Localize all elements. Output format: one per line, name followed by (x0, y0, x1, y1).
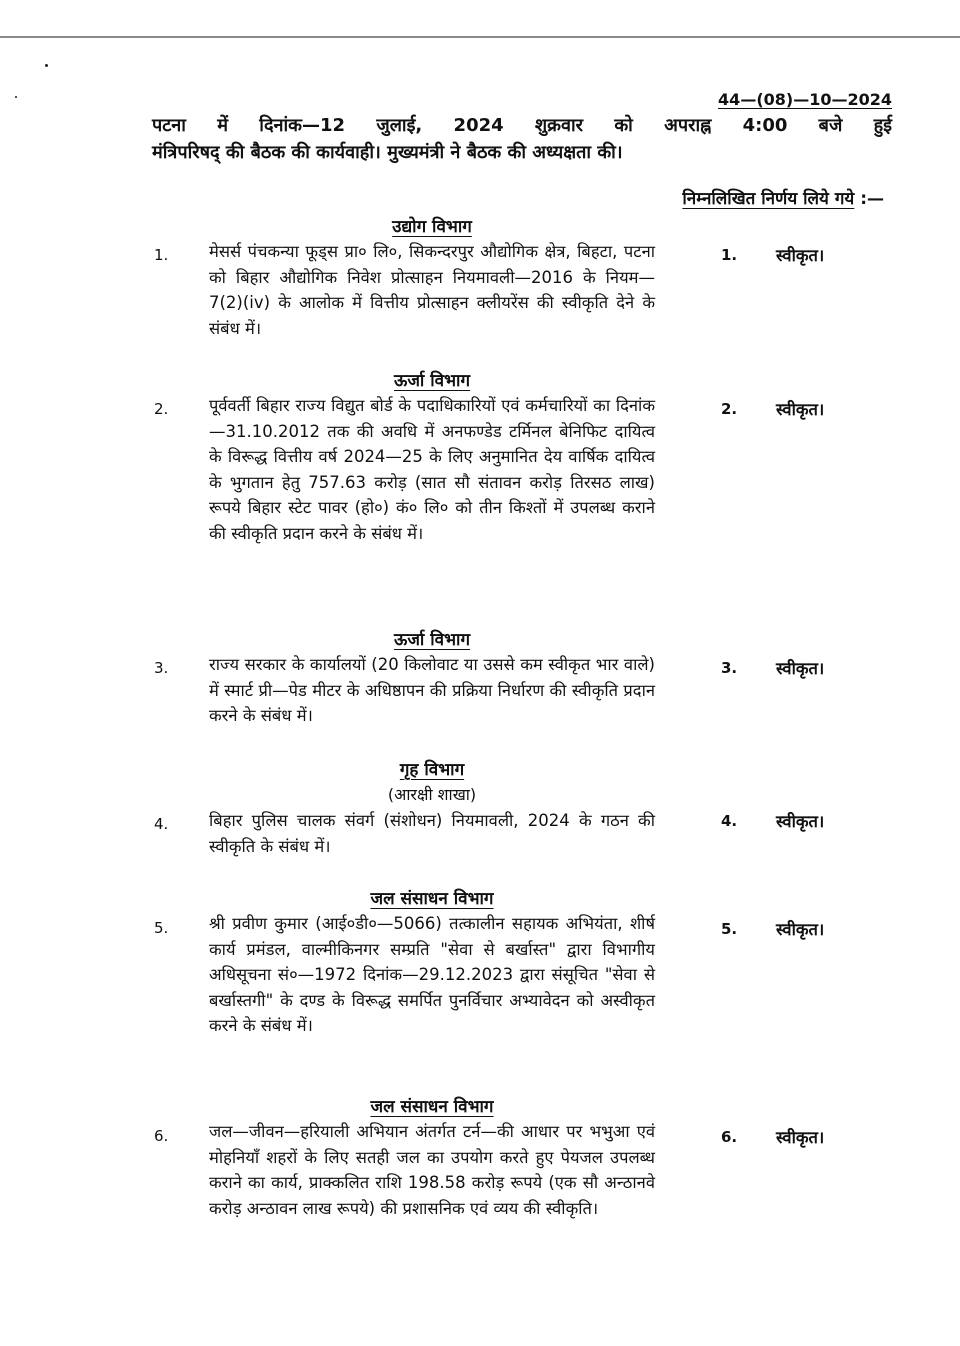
decisions-heading-text: निम्नलिखित निर्णय लिये गये (682, 189, 855, 209)
department-heading: जल संसाधन विभाग (370, 1097, 494, 1117)
item-text: श्री प्रवीण कुमार (आई०डी०—5066) तत्कालीन सहायक अभियंता, शीर्ष कार्य प्रमंडल, वाल्मीकिनगर सम्प्रति "सेवा से बर्खास्त" द्वारा विभागीय अधिसूचना सं०—1972 दिनांक—29.12.2023 द्वारा संसूचित "सेवा से बर्खास्तगी" के दण्ड के विरूद्ध समर्पित पुनर्विचार अभ्यावेदन को अस्वीकृत करने के संबंध में। (209, 914, 655, 1036)
decision-number: 3. (721, 659, 738, 677)
item-number: 1. (154, 246, 169, 264)
item-number: 6. (154, 1127, 169, 1145)
item-number: 2. (154, 400, 169, 418)
item-text: जल—जीवन—हरियाली अभियान अंतर्गत टर्न—की आधार पर भभुआ एवं मोहनियाँ शहरों के लिए सतही जल का उपयोग करते हुए पेयजल उपलब्ध कराने का कार्य, प्राक्कलित राशि 198.58 करोड़ रूपये (एक सौ अन्ठानवे करोड़ अन्ठावन लाख रूपये) की प्रशासनिक एवं व्यय की स्वीकृति। (209, 1122, 655, 1218)
reference-number: 44—(08)—10—2024 (718, 90, 892, 109)
decision-status: स्वीकृत। (776, 812, 825, 831)
intro-line-1: पटना में दिनांक—12 जुलाई, 2024 शुक्रवार को अपराह्न 4:00 बजे हुई (152, 115, 892, 136)
decision-status: स्वीकृत। (776, 400, 825, 419)
decisions-heading (682, 186, 884, 209)
decision-number: 6. (721, 1128, 738, 1146)
decision-number: 4. (721, 812, 738, 830)
decision-number: 1. (721, 246, 738, 264)
meeting-intro (152, 112, 892, 166)
item-text: मेसर्स पंचकन्या फूड्स प्रा० लि०, सिकन्दरपुर औद्योगिक क्षेत्र, बिहटा, पटना को बिहार औद्योगिक निवेश प्रोत्साहन नियमावली—2016 के नियम—7(2)(iv) के आलोक में वित्तीय प्रोत्साहन क्लीयरेंस की स्वीकृति देने के संबंध में। (209, 242, 655, 338)
top-edge-rule (0, 36, 960, 38)
item-number: 4. (154, 815, 169, 833)
decision-status: स्वीकृत। (776, 920, 825, 939)
department-heading: जल संसाधन विभाग (370, 889, 494, 909)
scan-speck (45, 64, 48, 67)
item-text: बिहार पुलिस चालक संवर्ग (संशोधन) नियमावली, 2024 के गठन की स्वीकृति के संबंध में। (209, 811, 655, 856)
decision-status: स्वीकृत। (776, 246, 825, 265)
item-number: 5. (154, 919, 169, 937)
item-text: पूर्ववर्ती बिहार राज्य विद्युत बोर्ड के पदाधिकारियों एवं कर्मचारियों का दिनांक—31.10.2012 तक की अवधि में अनफण्डेड टर्मिनल बेनिफिट दायित्व के विरूद्ध वित्तीय वर्ष 2024—25 के लिए अनुमानित देय वार्षिक दायित्व के भुगतान हेतु 757.63 करोड़ (सात सौ संतावन करोड़ तिरसठ लाख) रूपये बिहार स्टेट पावर (हो०) कं० लि० को तीन किश्तों में उपलब्ध कराने की स्वीकृति प्रदान करने के संबंध में। (209, 396, 655, 543)
department-heading: ऊर्जा विभाग (393, 371, 471, 391)
decision-number: 2. (721, 400, 738, 418)
decision-number: 5. (721, 920, 738, 938)
decisions-heading-suffix: :— (854, 189, 884, 209)
item-text: राज्य सरकार के कार्यालयों (20 किलोवाट या उससे कम स्वीकृत भार वाले) में स्मार्ट प्री—पेड मीटर के अधिष्ठापन की प्रक्रिया निर्धारण की स्वीकृति प्रदान करने के संबंध में। (209, 655, 655, 726)
item-number: 3. (154, 659, 169, 677)
scan-speck (15, 96, 17, 98)
decision-status: स्वीकृत। (776, 659, 825, 678)
department-heading: गृह विभाग (399, 760, 465, 780)
intro-line-2: मंत्रिपरिषद् की बैठक की कार्यवाही। मुख्यमंत्री ने बैठक की अध्यक्षता की। (152, 142, 623, 163)
sub-department: (आरक्षी शाखा) (387, 785, 477, 804)
department-heading: उद्योग विभाग (392, 217, 472, 237)
department-heading: ऊर्जा विभाग (393, 630, 471, 650)
decision-status: स्वीकृत। (776, 1128, 825, 1147)
